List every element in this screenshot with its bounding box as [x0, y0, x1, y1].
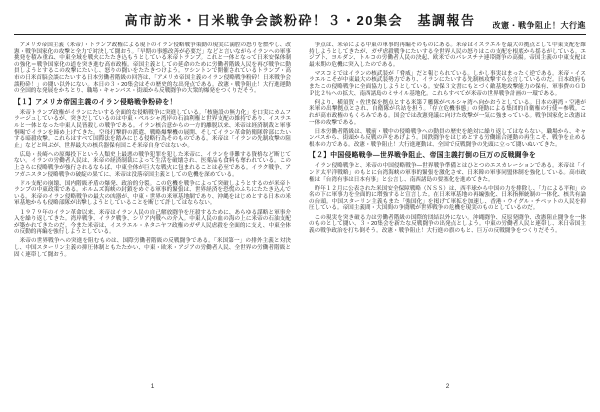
document-header — [14, 8, 586, 35]
paragraph: 広島・長崎への原爆投下という人類史上最悪の戦争犯罪を犯した米帝に、イランを非難する資格など断じてない。イランの労働者人民は、米帝の経済制裁によって生活を破壊され、医薬品も食料も奪われている。この上さらに侵略戦争が強行されるならば、中東全体が巨大な戦火に包まれることは必至である。イラク戦争、アフガニスタン侵略戦争の破綻の果てに、米帝は没落帝国主義としての危機を深めている。 — [14, 151, 291, 178]
paragraph: 米帝トランプ政権がイランにたいする全面的な侵略戦争に突進している。「核施設の無力化」を口実にカムフラージュしているが、突きだしているのは中東・ペルシャ湾岸の石油利権と世界支配の維持であり、イスラエルと一体となった中東人民皆殺しの戦争である。イラン核合意からの一方的離脱以来、米帝は経済制裁と軍事恫喝でイランを締め上げてきた。空母打撃群の派遣、戦略爆撃機の展開、そしてイラン革命防衛隊幹部にたいする暗殺攻撃。これらはすべて国際法を踏みにじる侵略行為そのものである。米帝は「イランの先制攻撃の阻止」などと叫ぶが、世界最大の核兵器保有国こそ米帝自身ではないか。 — [14, 109, 291, 149]
paragraph: ドル支配の崩壊、国内階級矛盾の爆発、政治的分裂。この危機を戦争によって突破しようとするのが米帝トランプの中東政策である。ホルムズ海峡の封鎖をめぐる軍事的緊張は、世界経済を恐慌のふちにたたき込んでいる。米帝のイラン侵略戦争の最大の凶器が、中東・世界の米軍基地網であり、沖縄をはじめとする日本の米軍基地からも侵略部隊が出撃しようとしていることを断じて許してはならない。 — [14, 180, 291, 207]
page-1-body — [14, 42, 291, 379]
paragraph: 昨年１２月に公表された米国安全保障戦略（ＮＳＳ）は、西半球から中国の力を排除し、「力による平和」の名の下に軍事力を全面的に増強すると宣言した。在日米軍基地の再編強化、日米指揮統制の一体化、核共有論の台頭。中国スターリン主義もまた「強国化」を掲げて軍拡を加速し、香港・ウイグル・チベットの人民を抑圧している。帝国主義間・大国間の争闘戦が世界戦争の危機を現実のものとしているのだ。 — [309, 185, 586, 212]
paragraph: マスコミではイランの核武装が「脅威」だと報じられている。しかし事実はまったく逆である。米帝・イスラエルこそが中東最大の核武装勢力であり、イランにたいする先制核攻撃すら公言しているのだ。日本政府もまたこの侵略戦争に全面協力しようとしている。安保３文書にもとづく敵基地攻撃能力の保有、軍事費のＧＤＰ比２％への拡大、南西諸島のミサイル基地化。これらすべてが米帝の世界戦争計画の一環である。 — [309, 70, 586, 97]
paragraph: 何より、横須賀・佐世保を拠点とする米第７艦隊がペルシャ湾へ向かおうとしている。日本の港湾・空港が米軍の出撃拠点とされ、自衛隊が兵站を担う。「存立危機事態」の発動による集団的自衛権の行使＝参戦。これが高市政権のもくろみである。国会では改憲発議に向けた攻撃が一気に強まっている。戦争国家化と改憲は一体の攻撃である。 — [309, 99, 586, 126]
document-title: 高市訪米・日米戦争会談粉砕！３・20集会 基調報告 — [124, 13, 476, 28]
paragraph: アメリカ帝国主義（米帝）・トランプ政権による現下のイラン侵略戦争策動の現実に満腔の怒りを燃やし、改憲・戦争国家化の攻撃と全力で対決して闘おう。「早期の事態改善が必要だ」などと言いながらイランへの軍事挑発を積み重ね、中東全域を戦火にたたき込もうとしている米帝トランプ。これと一体となって日米安保体制の強化＝戦争国家化の道を突き進む高市政権。帝国主義としての延命のために労働者階級人民を再び戦争に動員しようとするこの攻撃にたいし、怒りの闘いをたたきつけよう。ワシントンで開催されているトランプ・高市の日米首脳会談にたいする日本労働者階級の回答は、「アメリカ帝国主義のイラン侵略戦争粉砕！日米戦争会談粉砕！」の闘い以外にない。本日の３・20集会はその歴史的な出発点である。改憲・戦争阻止！大行進運動の全国的な発展をかちとり、職場・キャンパス・街頭から反戦闘争の大衆的爆発をつくりだそう。 — [14, 42, 291, 95]
page-2-body — [309, 42, 586, 379]
page-number-1: 1 — [150, 383, 155, 390]
section-heading-2: 【２】中国侵略戦争―世界戦争阻止、帝国主義打倒の巨万の反戦闘争を — [309, 152, 537, 160]
section-heading-1: 【１】アメリカ帝国主義のイラン侵略戦争粉砕を！ — [14, 98, 177, 106]
page-1 — [14, 42, 291, 390]
movement-name: 改憲・戦争阻止！大行進 — [492, 21, 586, 30]
paragraph: 米帝の世界戦争への突進を阻むものは、国際労働者階級の反戦闘争である。「米国第一」の排外主義と対決し、中国スターリン主義の抑圧体制ともたたかい、中東・欧米・アジアの労働者人民、全世界の労働者階級と固く連帯して闘おう。 — [14, 238, 291, 258]
page-number-2: 2 — [445, 383, 450, 390]
paragraph: 争点は、米帝による中東の軍事的再編そのものにある。米帝はイスラエルを最大の拠点として中東支配を維持しようとしてきたが、ガザ虐殺戦争にたいする全世界人民の怒りはこの支配を根底から揺るがしている。エジプト、ヨルダン、トルコの労働者人民の決起、欧米でのパレスチナ連帯闘争の高揚。帝国主義の中東支配は最末期の危機に突入したのである。 — [309, 42, 586, 68]
paragraph: 日本労働者階級は、戦前・戦中の侵略戦争への動員の歴史を絶対に繰り返してはならない。職場から、キャンパスから、街頭から反戦の声をあげよう。国鉄闘争をはじめとする労働組合運動の再生こそ、戦争を止める根本の力である。改憲・戦争阻止！大行進運動は、全国で反戦闘争の先頭に立って闘いぬいてきた。 — [309, 128, 586, 148]
paragraph: この現実を突き破る力は労働者階級の国際的団結以外にない。沖縄闘争、反原発闘争、改憲阻止闘争を一体のものとして闘い、３・20集会を新たな反戦闘争の出発点としよう。中東の労働者人民と連帯し、米日帝国主義の戦争政治を打ち倒そう。改憲・戦争阻止！大行進の旗のもと、巨万の反戦闘争をつくりだそう。 — [309, 214, 586, 234]
page-2 — [309, 42, 586, 390]
paragraph: １９７９年のイラン革命以来、米帝はイラン人民の自己解放闘争を圧殺するために、あらゆる謀略と軍事介入を繰り返してきた。湾岸戦争、イラク戦争、シリア内戦への介入。中東人民の血の海の上に米帝の石油支配が築かれてきたのだ。今また米帝は、イスラエル・ネタニヤフ政権のガザ人民虐殺を全面的に支え、中東全体の反動的再編を強行しようとしている。 — [14, 209, 291, 236]
paragraph: イラン侵略戦争と、米帝の中国侵略戦争―世界戦争準備とはひとつのエスカレーションである。米帝は「インド太平洋戦略」のもとに台湾海峡の軍事的緊張を激化させ、日米韓の軍事同盟体制を強化している。高市政権は「台湾有事は日本有事」と公言し、南西諸島の要塞化を進めてきた。 — [309, 163, 586, 183]
two-page-spread — [14, 42, 586, 390]
